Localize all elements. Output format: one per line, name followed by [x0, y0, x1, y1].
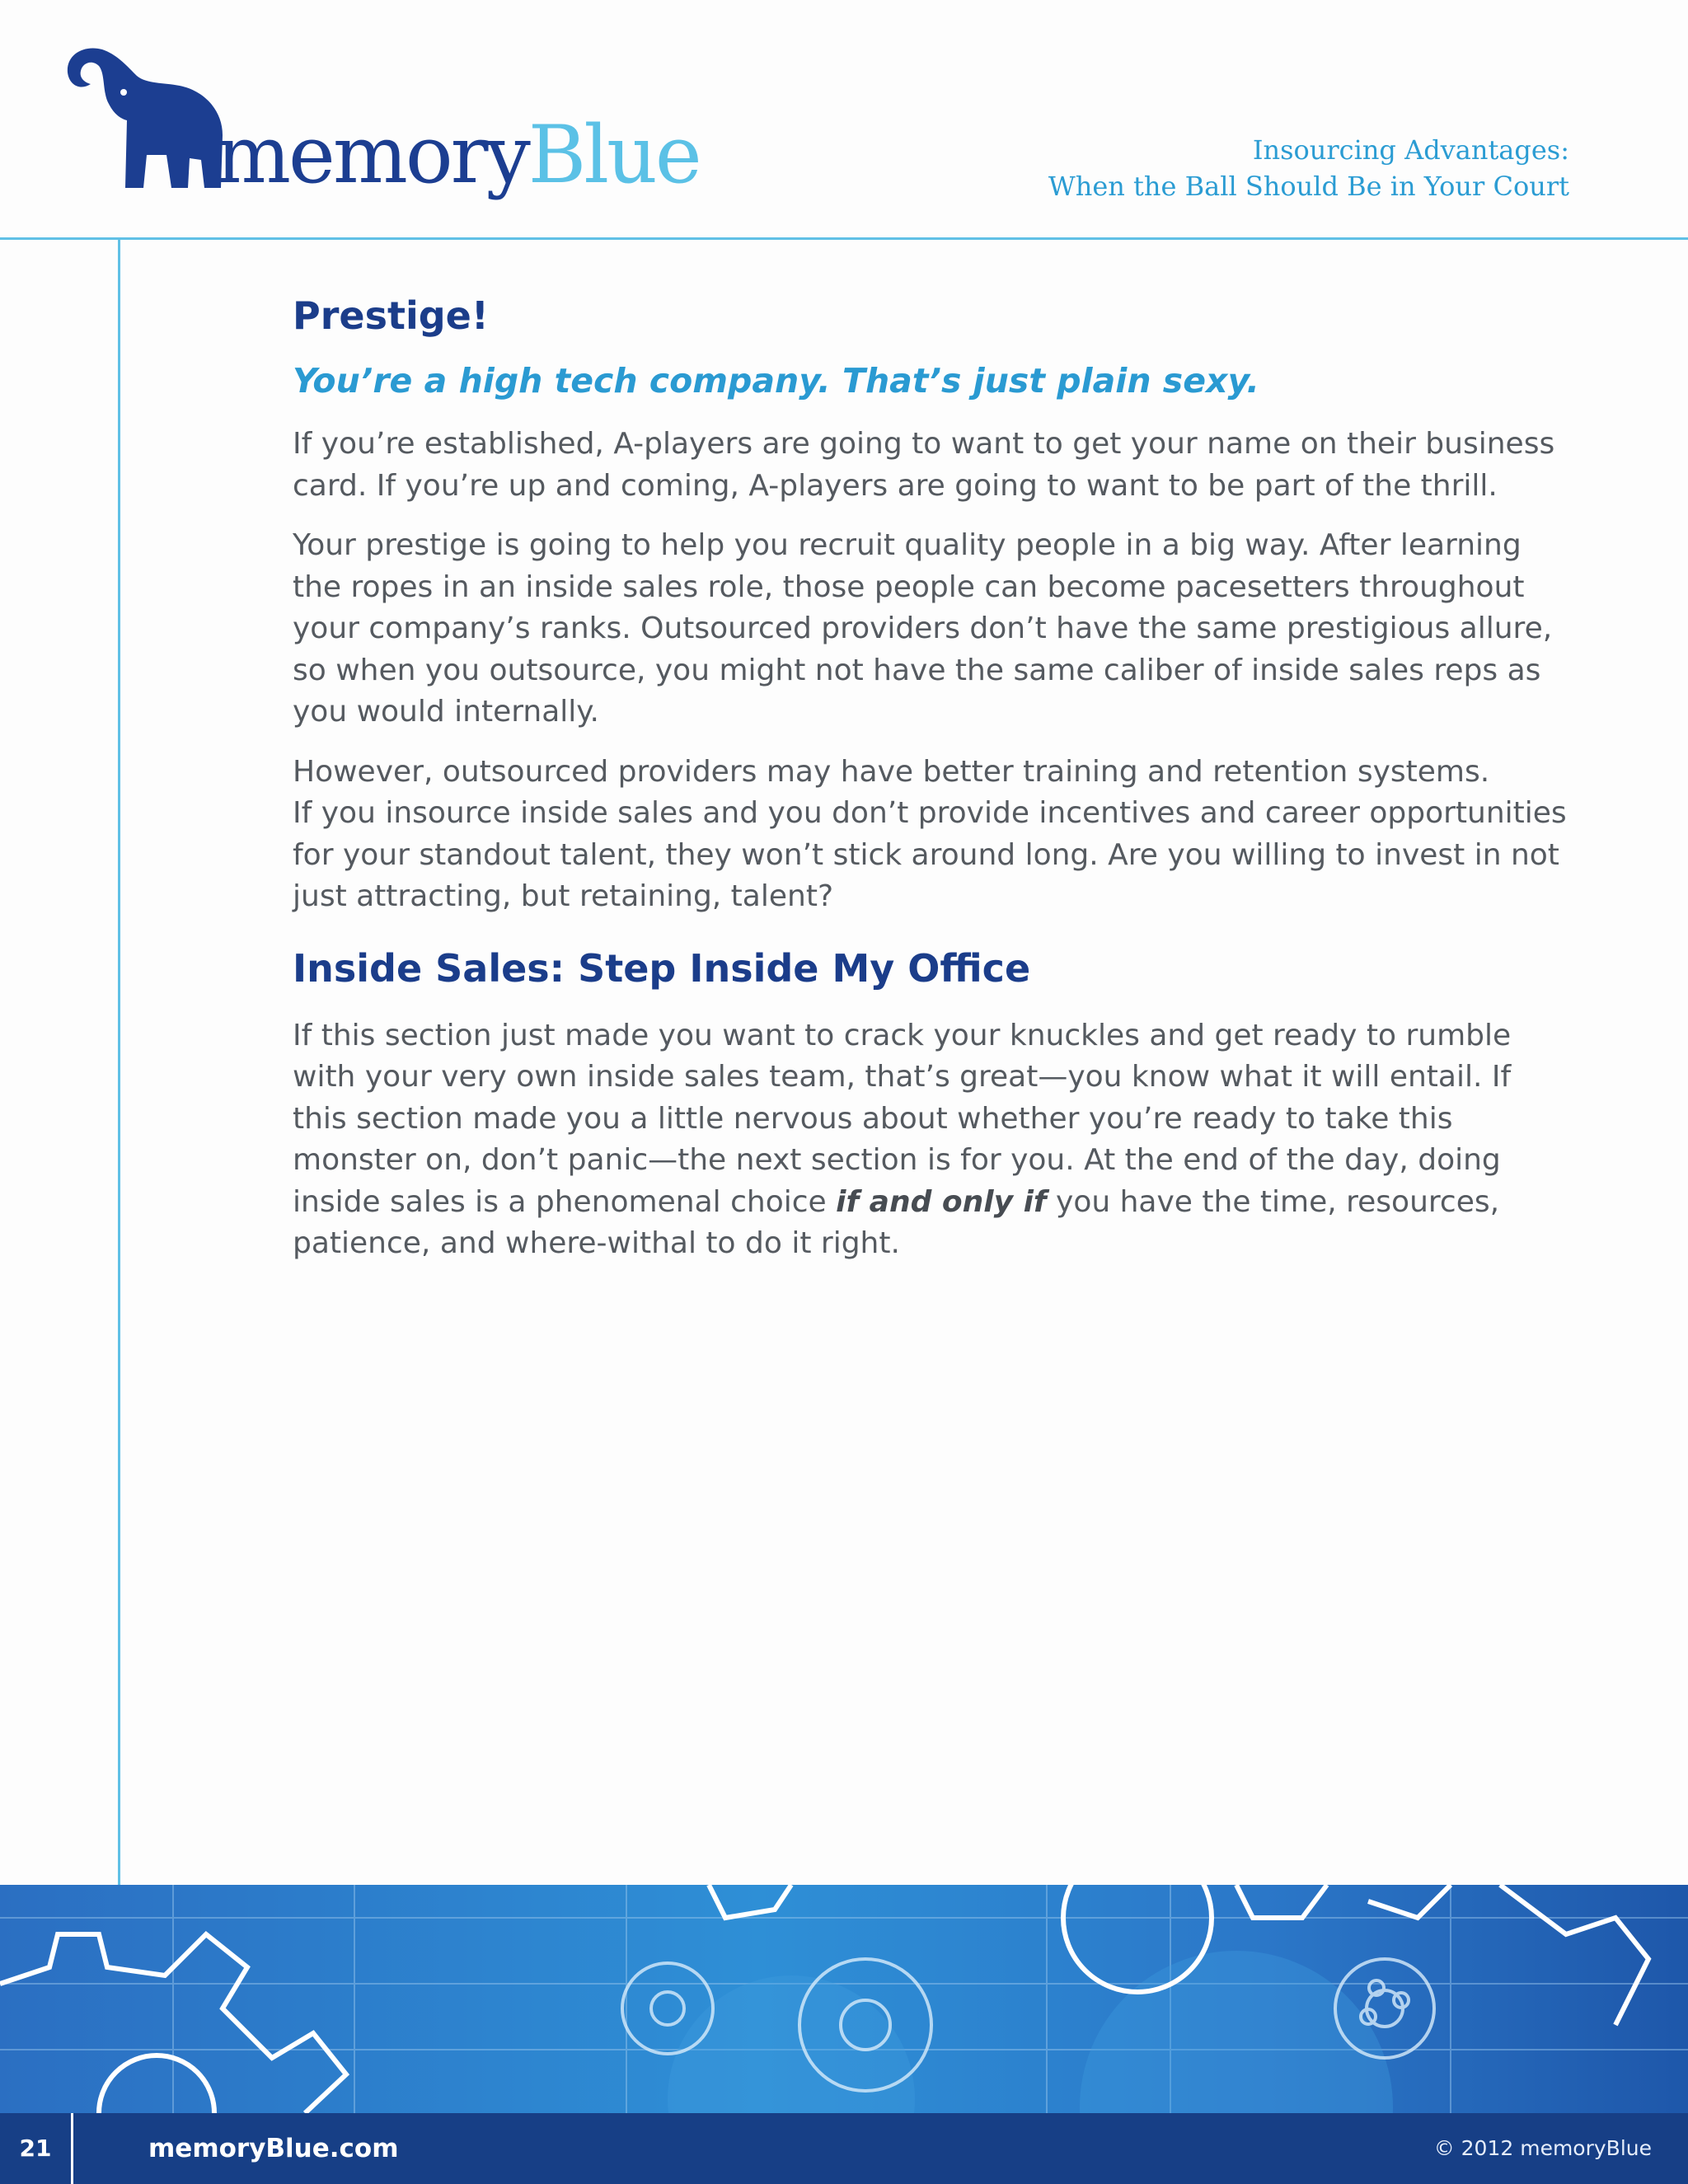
logo-word-blue: Blue: [528, 109, 700, 201]
header-divider: [0, 237, 1688, 240]
website-link[interactable]: memoryBlue.com: [148, 2134, 399, 2163]
document-title-line1: Insourcing Advantages:: [1252, 134, 1569, 166]
section-heading-inside-sales: Inside Sales: Step Inside My Office: [293, 945, 1031, 991]
section-subheading: You’re a high tech company. That’s just plain sexy.: [293, 361, 1259, 401]
paragraph-conclusion-start: If this section just made you want to crack your knuckles and get ready to rumble with your very own inside sales team, that’s great—you know what it will entail. If this section made you a little nervous about whether you’re ready to take this monster on, don’t panic—the next section is for you. At the end of the day, doing inside sales is a phenomenal choice: [293, 1018, 1512, 1219]
paragraph-conclusion: [293, 1015, 1570, 1265]
page-number: 21: [19, 2135, 52, 2162]
paragraph-retention: [293, 752, 1570, 918]
elephant-icon: [59, 43, 232, 208]
section-heading-prestige: Prestige!: [293, 293, 489, 338]
memoryblue-logo: [59, 43, 700, 216]
logo-word-memory: memory: [216, 109, 528, 201]
document-title-line2: When the Ball Should Be in Your Court: [1048, 171, 1569, 202]
paragraph-established: If you’re established, A-players are going to want to get your name on their business card. If you’re up and coming, A-players are going to want to be part of the thrill.: [293, 427, 1555, 503]
paragraph-retention-line1: However, outsourced providers may have better training and retention systems.: [293, 754, 1490, 789]
left-margin-rule: [118, 239, 120, 1887]
footer-gears-banner: [0, 1885, 1688, 2113]
footer-bar: [0, 2113, 1688, 2184]
logo-wordmark: [216, 109, 700, 201]
footer-separator: [71, 2113, 73, 2184]
paragraph-conclusion-end: you have the time, resources, patience, and where-withal to do it right.: [293, 1184, 1500, 1260]
paragraph-retention-rest: If you insource inside sales and you don’t provide incentives and career opportunities for your standout talent, they won’t stick around long. Are you willing to invest in not just attracting, but retaining, talent?: [293, 796, 1567, 913]
main-content: [293, 287, 1570, 1283]
emphasis-if-and-only-if: if and only if: [836, 1184, 1047, 1219]
copyright-notice: © 2012 memoryBlue: [1433, 2136, 1652, 2160]
document-title: [1048, 132, 1569, 204]
paragraph-recruit: Your prestige is going to help you recruit quality people in a big way. After learning the ropes in an inside sales role, those people can become pacesetters throughout your company’s ranks. Outsourced providers don’t have the same prestigious allure, so when you outsource, you might not have the same caliber of inside sales reps as you would internally.: [293, 528, 1553, 729]
gears-illustration: [0, 1885, 1688, 2113]
